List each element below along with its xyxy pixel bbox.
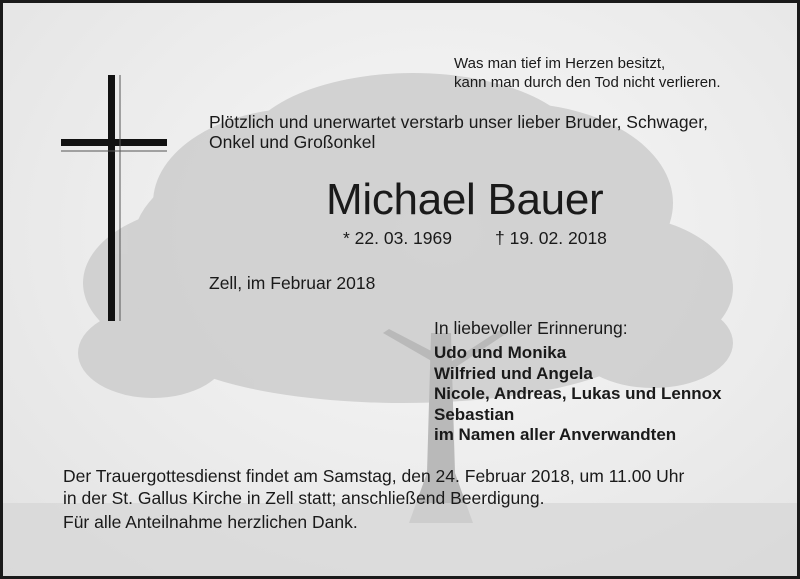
death-date: † 19. 02. 2018 — [495, 228, 607, 248]
intro-text — [209, 112, 708, 152]
service-line-1: Der Trauergottesdienst findet am Samstag, den 24. Februar 2018, um 11.00 Uhr — [63, 466, 685, 486]
intro-line-2: Onkel und Großonkel — [209, 132, 376, 152]
intro-line-1: Plötzlich und unerwartet verstarb unser lieber Bruder, Schwager, — [209, 112, 709, 132]
mourners-list — [434, 343, 721, 446]
mourner-item: Udo und Monika — [434, 343, 567, 362]
memory-heading: In liebevoller Erinnerung: — [434, 318, 628, 338]
thanks-text: Für alle Anteilnahme herzlichen Dank. — [63, 512, 358, 532]
motto-line-2: kann man durch den Tod nicht verlieren. — [454, 74, 721, 91]
motto — [454, 54, 721, 92]
mourner-item: Sebastian — [434, 404, 515, 424]
birth-date: * 22. 03. 1969 — [343, 228, 452, 248]
mourner-item: Wilfried und Angela — [434, 363, 593, 383]
cross-icon — [61, 75, 167, 321]
service-line-2: in der St. Gallus Kirche in Zell statt; anschließend Beerdigung. — [63, 488, 545, 508]
place-date: Zell, im Februar 2018 — [209, 273, 376, 293]
mourner-item: Nicole, Andreas, Lukas und Lennox — [434, 384, 722, 403]
motto-line-1: Was man tief im Herzen besitzt, — [454, 55, 666, 72]
deceased-name: Michael Bauer — [326, 175, 604, 224]
service-notice — [63, 465, 684, 509]
mourner-item: im Namen aller Anverwandten — [434, 425, 677, 444]
